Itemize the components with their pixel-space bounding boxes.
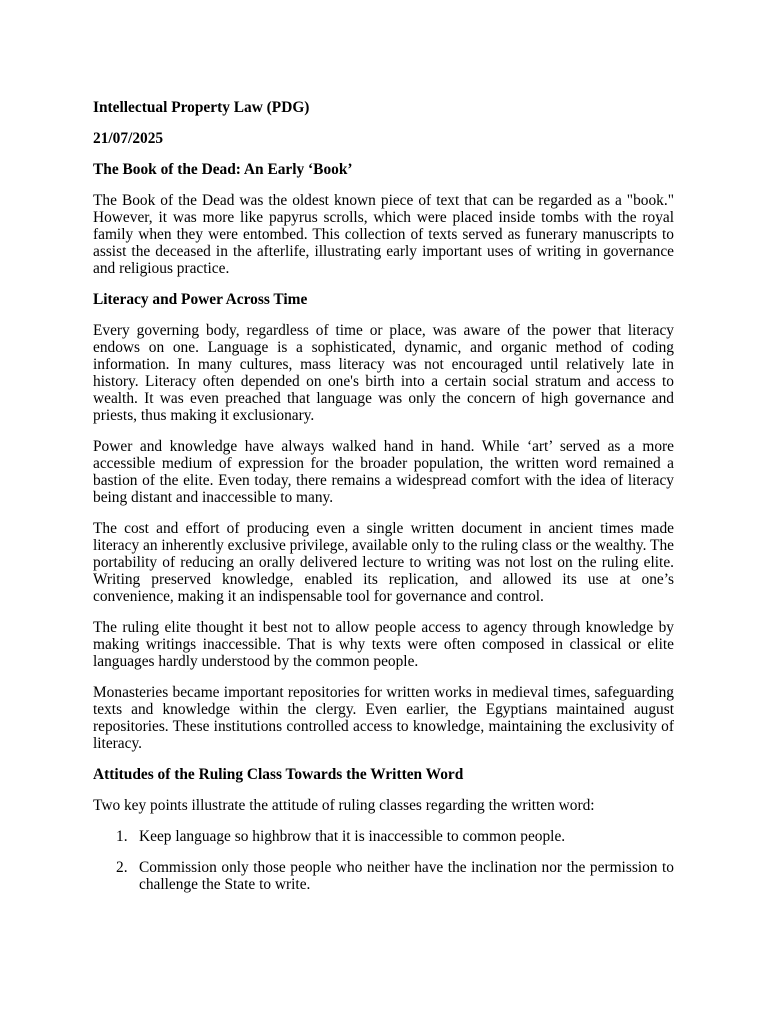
list-item (93, 859, 674, 893)
paragraph: The ruling elite thought it best not to allow people access to agency through knowledge by making writings inaccessible. That is why texts were often composed in classical or elite languages hardly understood by the common people. (93, 619, 674, 670)
list-item-text: Keep language so highbrow that it is inaccessible to common people. (139, 828, 566, 845)
document-date: 21/07/2025 (93, 130, 164, 147)
list-item-text: Commission only those people who neither have the inclination nor the permission to challenge the State to write. (139, 859, 674, 893)
paragraph: Monasteries became important repositories for written works in medieval times, safeguarding texts and knowledge within the clergy. Even earlier, the Egyptians maintained august repositories. These institutions controlled access to knowledge, maintaining the exclusivity of literacy. (93, 684, 674, 752)
document-page (93, 99, 674, 907)
section-heading-book-of-the-dead: The Book of the Dead: An Early ‘Book’ (93, 161, 353, 178)
section-heading-literacy-and-power: Literacy and Power Across Time (93, 291, 308, 308)
paragraph: Every governing body, regardless of time or place, was aware of the power that literacy endows on one. Language is a sophisticated, dynamic, and organic method of coding information. In many cultures, mass literacy was not encouraged until relatively late in history. Literacy often depended on one's birth into a certain social stratum and access to wealth. It was even preached that language was only the concern of high governance and priests, thus making it exclusionary. (93, 322, 674, 424)
paragraph: Power and knowledge have always walked hand in hand. While ‘art’ served as a more accessible medium of expression for the broader population, the written word remained a bastion of the elite. Even today, there remains a widespread comfort with the idea of literacy being distant and inaccessible to many. (93, 438, 674, 506)
list-item-number: 1. (116, 828, 128, 845)
section-heading-attitudes-ruling-class: Attitudes of the Ruling Class Towards the Written Word (93, 766, 464, 783)
paragraph: The Book of the Dead was the oldest known piece of text that can be regarded as a "book." However, it was more like papyrus scrolls, which were placed inside tombs with the royal family when they were entombed. This collection of texts served as funerary manuscripts to assist the deceased in the afterlife, illustrating early important uses of writing in governance and religious practice. (93, 192, 674, 277)
document-title: Intellectual Property Law (PDG) (93, 99, 310, 116)
paragraph: Two key points illustrate the attitude of ruling classes regarding the written word: (93, 797, 595, 814)
list-item-number: 2. (116, 859, 128, 876)
paragraph: The cost and effort of producing even a single written document in ancient times made literacy an inherently exclusive privilege, available only to the ruling class or the wealthy. The portability of reducing an orally delivered lecture to writing was not lost on the ruling elite. Writing preserved knowledge, enabled its replication, and allowed its use at one’s convenience, making it an indispensable tool for governance and control. (93, 520, 674, 605)
list-item (93, 828, 674, 845)
numbered-list (93, 828, 674, 893)
